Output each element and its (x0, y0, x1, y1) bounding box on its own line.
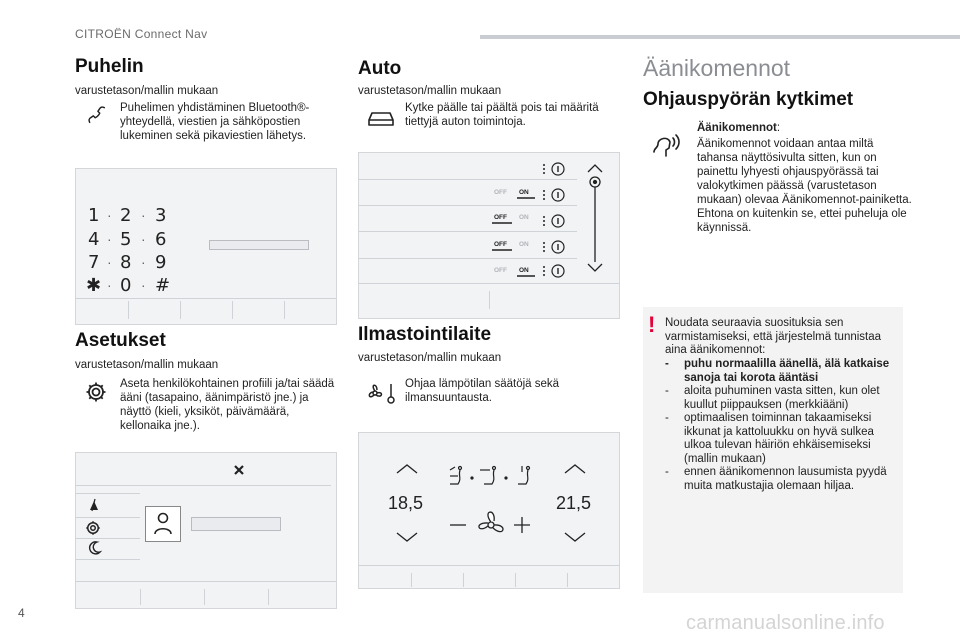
key-separator: · (107, 254, 112, 270)
temp-left-down-button[interactable] (395, 530, 419, 548)
scroll-bar[interactable] (585, 162, 605, 279)
car-icon (366, 108, 396, 133)
phone-description: Puhelimen yhdistäminen Bluetooth®-yhteydellä, viestien ja sähköpostien lukeminen sekä pikaviestien lähetys. (120, 102, 310, 142)
settings-screen (75, 452, 337, 609)
header-bar (480, 35, 960, 39)
voice-command-description: Äänikomennot voidaan antaa miltä tahansa näyttösivulta sitten, kun on painettu lyhyesti ohjauspyörässä tai valokytkimen päässä (varustetason mukaan) olevaa Äänikomennot-painiketta. Ehtona on kuitenkin se, ettei puheluja ole käynnissä. (697, 138, 912, 234)
close-icon[interactable] (233, 463, 245, 481)
more-info-icon[interactable] (540, 240, 566, 259)
toggle-switch-2[interactable]: OFF ON (490, 212, 540, 224)
list-item: - ennen äänikomennon lausumista pyydä muita matkustajia olemaan hiljaa. (665, 466, 899, 493)
phone-number-input[interactable] (209, 240, 309, 250)
key-separator: · (107, 207, 112, 223)
key-2[interactable]: 2 (120, 205, 132, 226)
gear-icon (84, 380, 108, 409)
voice-command-title: Äänikomennot: (697, 122, 781, 134)
phone-subtitle: varustetason/mallin mukaan (75, 85, 219, 97)
temperature-left: 18,5 (388, 493, 424, 513)
climate-title: Ilmastointilaite (358, 324, 492, 345)
car-title: Auto (358, 58, 402, 79)
settings-title: Asetukset (75, 330, 166, 351)
car-description: Kytke päälle tai päältä pois tai määritä tiettyjä auton toimintoja. (405, 102, 599, 128)
watermark: carmanualsonline.info (686, 612, 885, 634)
key-7[interactable]: 7 (88, 252, 100, 273)
voice-command-icon (650, 128, 682, 165)
settings-subtitle: varustetason/mallin mukaan (75, 359, 219, 371)
car-screen (358, 152, 620, 319)
toggle-switch-3[interactable]: OFF ON (490, 239, 540, 251)
key-6[interactable]: 6 (155, 229, 167, 250)
key-5[interactable]: 5 (120, 229, 132, 250)
settings-gear-icon[interactable] (84, 519, 102, 542)
more-info-icon[interactable] (540, 264, 566, 283)
toggle-switch-1[interactable]: OFF ON (490, 187, 540, 199)
fan-speed-control[interactable] (446, 508, 536, 547)
toggle-switch-4[interactable]: OFF ON (490, 265, 540, 277)
more-info-icon[interactable] (540, 162, 566, 181)
more-info-icon[interactable] (540, 214, 566, 233)
key-hash[interactable]: # (155, 275, 171, 296)
notice-intro: Noudata seuraavia suosituksia sen varmistamiseksi, että järjestelmä tunnistaa aina äänikomennot: (665, 317, 882, 356)
temp-left-up-button[interactable] (395, 462, 419, 480)
phone-handset-icon (86, 104, 108, 131)
night-mode-icon[interactable] (86, 540, 102, 561)
settings-description: Aseta henkilökohtainen profiili ja/tai säädä ääni (tasapaino, äänimpäristö jne.) ja näyttö (kieli, yksiköt, päivämäärä, kellonaika jne.). (120, 378, 335, 432)
key-separator: · (141, 207, 146, 223)
climate-description: Ohjaa lämpötilan säätöjä sekä ilmansuuntausta. (405, 378, 560, 404)
key-separator: · (141, 254, 146, 270)
header-title: CITROËN Connect Nav (75, 27, 208, 41)
list-item: - optimaalisen toiminnan takaamiseksi ikkunat ja kattoluukku on hyvä sulkea ulkoa tulevan häiriön ehkäisemiseksi (mallin mukaan) (665, 412, 899, 466)
fan-thermometer-icon (364, 380, 398, 411)
temp-right-up-button[interactable] (563, 462, 587, 480)
climate-subtitle: varustetason/mallin mukaan (358, 352, 502, 364)
air-distribution-icon[interactable] (446, 464, 546, 493)
key-separator: · (141, 277, 146, 293)
key-3[interactable]: 3 (155, 205, 167, 226)
profile-name-field[interactable] (191, 517, 281, 531)
key-separator: · (141, 231, 146, 247)
car-subtitle: varustetason/mallin mukaan (358, 85, 502, 97)
notice-list (665, 358, 899, 493)
key-star[interactable]: ✱ (86, 275, 102, 296)
more-info-icon[interactable] (540, 188, 566, 207)
key-0[interactable]: 0 (120, 275, 132, 296)
phone-title: Puhelin (75, 56, 144, 77)
list-item: - puhu normaalilla äänellä, älä katkaise sanoja tai korota ääntäsi (665, 358, 899, 385)
steering-switches-heading: Ohjauspyörän kytkimet (643, 89, 854, 110)
list-item: - aloita puhuminen vasta sitten, kun olet kuullut piippauksen (merkkiääni) (665, 385, 899, 412)
profile-button[interactable] (145, 506, 181, 542)
key-8[interactable]: 8 (120, 252, 132, 273)
phone-screen (75, 168, 337, 325)
voice-heading: Äänikomennot (643, 55, 791, 81)
page-number: 4 (18, 606, 25, 620)
page-header (0, 0, 960, 44)
key-separator: · (107, 277, 112, 293)
sound-icon[interactable] (86, 497, 102, 518)
key-9[interactable]: 9 (155, 252, 167, 273)
key-4[interactable]: 4 (88, 229, 100, 250)
temperature-right: 21,5 (556, 493, 592, 513)
warning-mark-icon: ! (648, 312, 656, 337)
temp-right-down-button[interactable] (563, 530, 587, 548)
key-1[interactable]: 1 (88, 205, 100, 226)
key-separator: · (107, 231, 112, 247)
